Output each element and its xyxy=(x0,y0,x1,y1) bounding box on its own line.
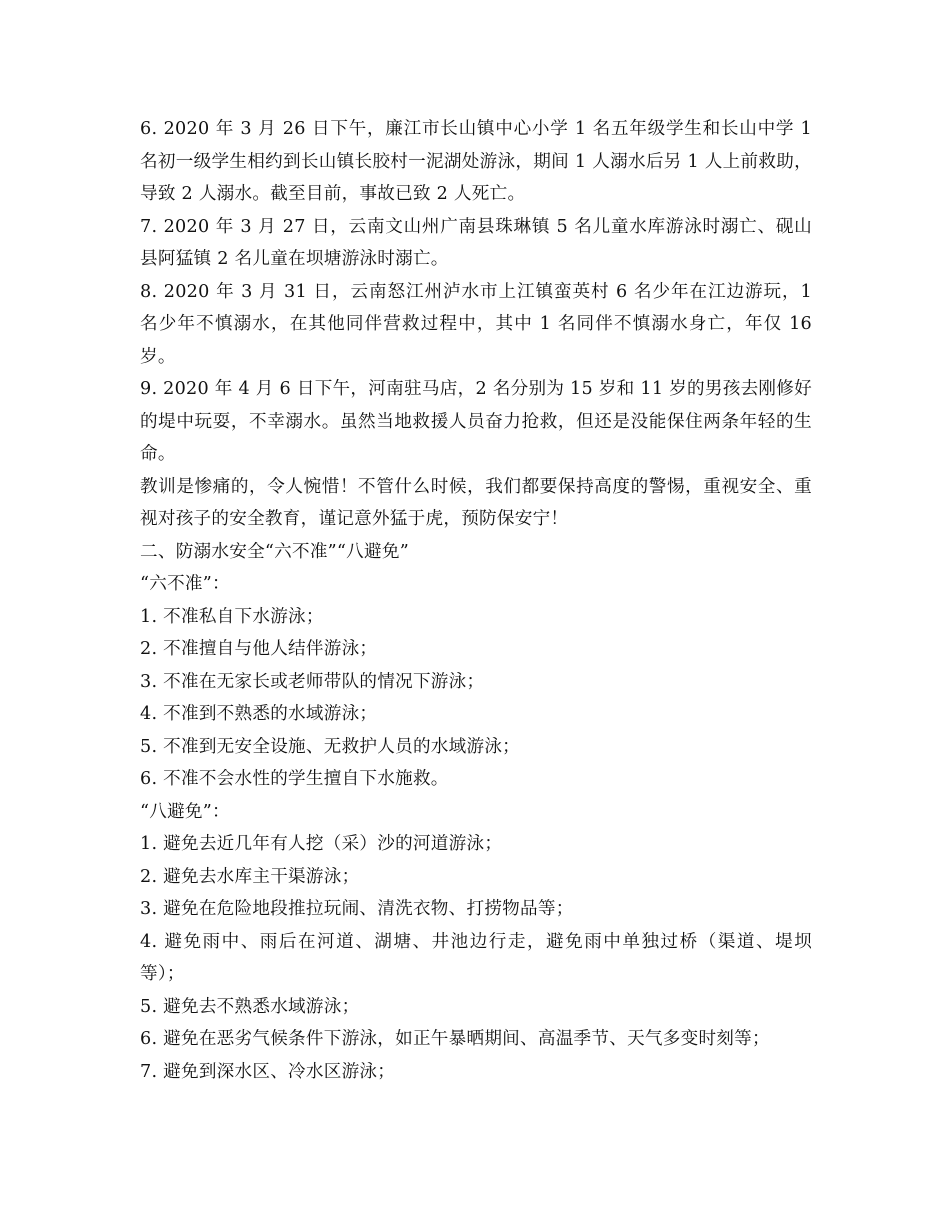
avoidance-item: 3. 避免在危险地段推拉玩闹、清洗衣物、打捞物品等； xyxy=(140,899,574,919)
prohibition-item: 6. 不准不会水性的学生擅自下水施救。 xyxy=(140,769,449,789)
prohibition-item: 4. 不准到不熟悉的水域游泳； xyxy=(140,704,378,724)
prohibition-item: 5. 不准到无安全设施、无救护人员的水域游泳； xyxy=(140,736,521,757)
paragraph-lesson: 教训是惨痛的，令人惋惜！不管什么时候，我们都要保持高度的警惕，重视安全、重视对孩子的安全教育，谨记意外猛于虎，预防保安宁！ xyxy=(140,476,812,529)
prohibition-item: 1. 不准私自下水游泳； xyxy=(140,606,324,627)
avoidance-item: 4. 避免雨中、雨后在河道、湖塘、井池边行走，避免雨中单独过桥（渠道、堤坝等）； xyxy=(140,931,812,984)
prohibition-item: 3. 不准在无家长或老师带队的情况下游泳； xyxy=(140,671,485,692)
paragraph-case-6: 6. 2020 年 3 月 26 日下午，廉江市长山镇中心小学 1 名五年级学生和长山中学 1 名初一级学生相约到长山镇长胶村一泥湖处游泳，期间 1 人溺水后另 1 人上前救助，导致 2 人溺水。截至目前，事故已致 2 人死亡。 xyxy=(140,119,812,204)
paragraph-case-9: 9. 2020 年 4 月 6 日下午，河南驻马店，2 名分别为 15 岁和 11 岁的男孩去刚修好的堤中玩耍，不幸溺水。虽然当地救援人员奋力抢救，但还是没能保住两条年轻的生命。 xyxy=(140,379,812,464)
avoidance-item: 7. 避免到深水区、冷水区游泳； xyxy=(140,1061,396,1082)
paragraph-case-7: 7. 2020 年 3 月 27 日，云南文山州广南县珠琳镇 5 名儿童水库游泳时溺亡、砚山县阿猛镇 2 名儿童在坝塘游泳时溺亡。 xyxy=(140,216,812,269)
avoidance-item: 2. 避免去水库主干渠游泳； xyxy=(140,866,360,887)
prohibition-item: 2. 不准擅自与他人结伴游泳； xyxy=(140,639,378,659)
section-heading: 二、防溺水安全“六不准”“八避免” xyxy=(140,541,409,562)
paragraph-case-8: 8. 2020 年 3 月 31 日，云南怒江州泸水市上江镇蛮英村 6 名少年在江边游玩，1 名少年不慎溺水，在其他同伴营救过程中，其中 1 名同伴不慎溺水身亡，年仅 16 岁。 xyxy=(140,281,812,367)
avoidance-item: 1. 避免去近几年有人挖（采）沙的河道游泳； xyxy=(140,834,503,854)
six-prohibitions-heading: “六不准”： xyxy=(140,574,230,594)
eight-avoidances-heading: “八避免”： xyxy=(140,801,230,822)
avoidance-item: 6. 避免在恶劣气候条件下游泳，如正午暴晒期间、高温季节、天气多变时刻等； xyxy=(140,1029,770,1049)
document-body xyxy=(140,113,812,1088)
avoidance-item: 5. 避免去不熟悉水域游泳； xyxy=(140,996,360,1017)
